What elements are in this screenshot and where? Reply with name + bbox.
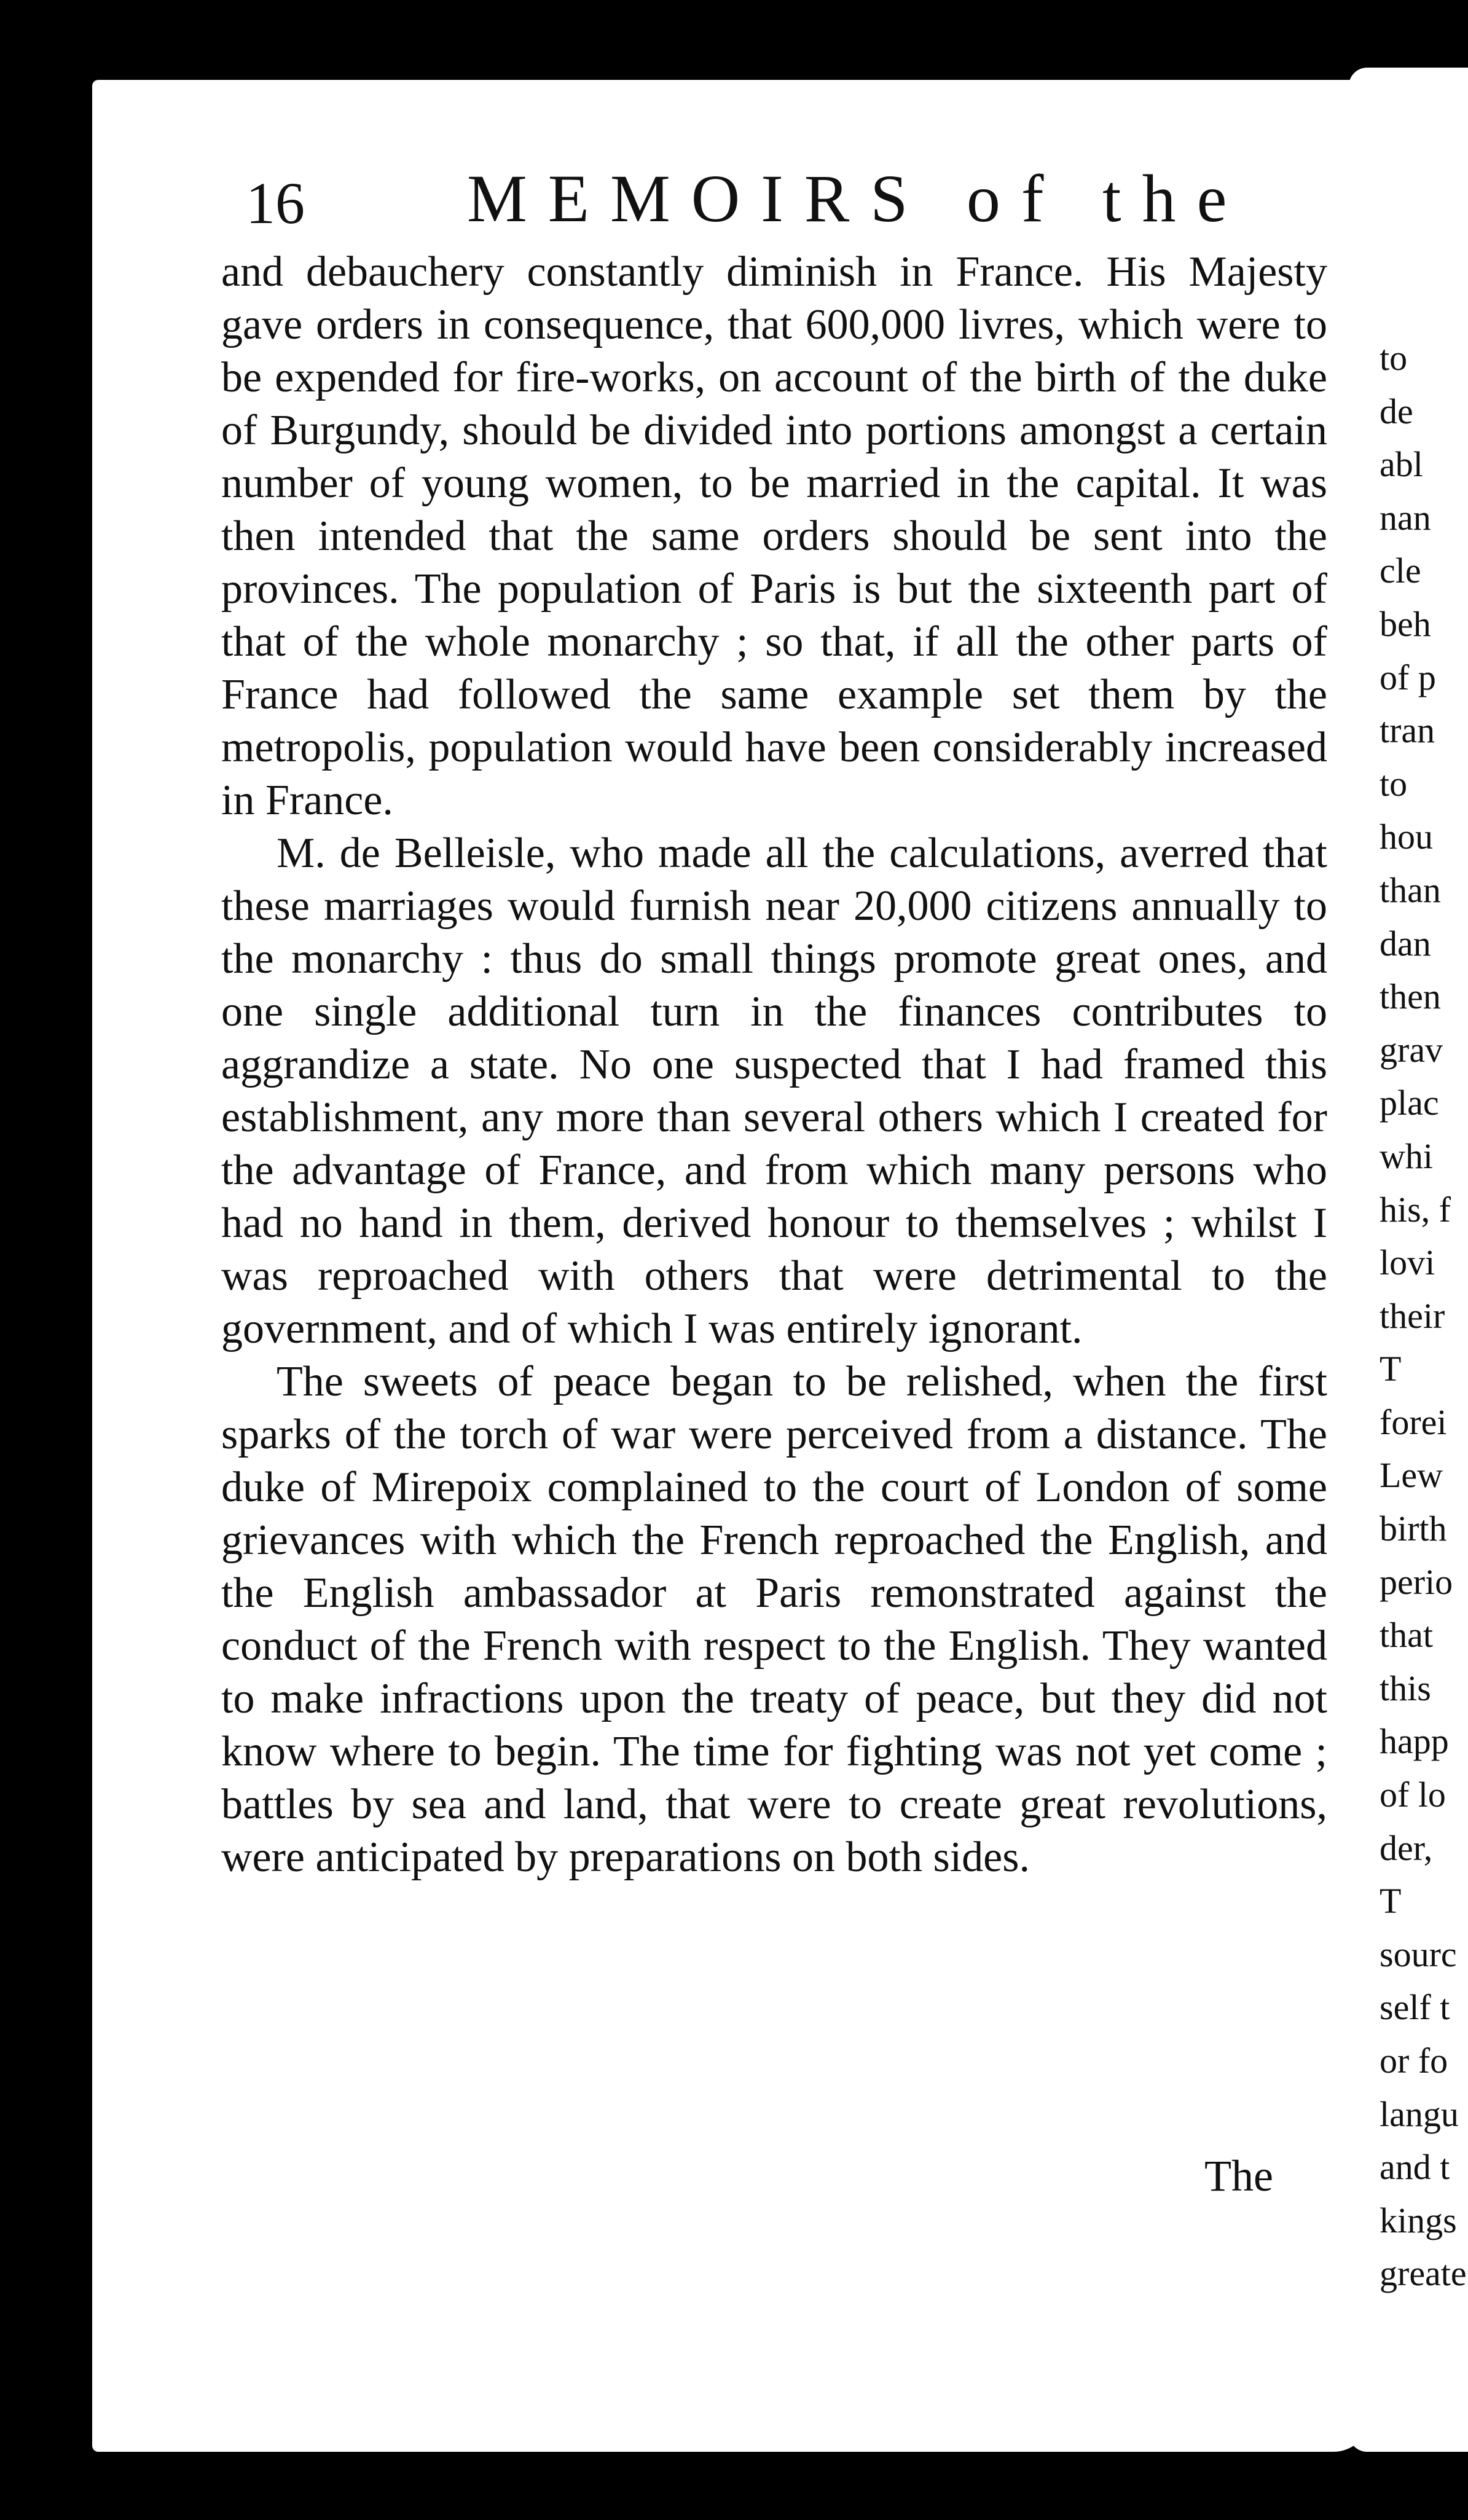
right-page-line: T (1380, 1349, 1402, 1389)
catchword: The (1204, 2151, 1273, 2200)
right-page-line: hou (1380, 817, 1433, 857)
paragraph: The sweets of peace began to be relished, when the first sparks of the torch of war were perceived from a distance. The duke of Mirepoix complained to the court of London of some grievances with which the French reproached the English, and the English ambassador at Paris remonstrated against the conduct of the French with respect to the English. They wanted to make infractions upon the treaty of peace, but they did not know where to begin. The time for fighting was not yet come ; battles by sea and land, that were to create great revolutions, were anticipated by preparations on both sides. (221, 1358, 1327, 1881)
paragraph: M. de Belleisle, who made all the calculations, averred that these marriages would furnish near 20,000 citizens annually to the monarchy : thus do small things promote great ones, and one single additional turn in the finances contributes to aggrandize a state. No one suspected that I had framed this establishment, any more than several others which I created for the advantage of France, and from which many persons who had no hand in them, derived honour to themselves ; whilst I was reproached with others that were detrimental to the government, and of which I was entirely ignorant. (221, 830, 1327, 1352)
right-page-line: than (1380, 869, 1441, 910)
right-page-line: kings (1380, 2200, 1457, 2240)
page-header (246, 160, 1290, 258)
right-page-line: greate (1380, 2253, 1467, 2294)
right-page-line: that (1380, 1615, 1433, 1655)
page-number: 16 (246, 170, 305, 236)
right-page-line: to (1380, 338, 1408, 378)
right-page-line: grav (1380, 1029, 1443, 1070)
right-page-line: of lo (1380, 1775, 1446, 1815)
right-page-line: this (1380, 1668, 1431, 1708)
right-page-line: langu (1380, 2094, 1459, 2134)
right-page-line: his, f (1380, 1189, 1451, 1230)
right-page-line: cle (1380, 551, 1421, 591)
right-page-line: whi (1380, 1136, 1433, 1176)
paragraph: and debauchery constantly diminish in France. His Majesty gave orders in consequence, that 600,000 livres, which were to be expended for fire-works, on account of the birth of the duke of Burgundy, should be divided into portions amongst a certain number of young women, to be married in the capital. It was then intended that the same orders should be sent into the provinces. The population of Paris is but the sixteenth part of that of the whole monarchy ; so that, if all the other parts of France had followed the same example set them by the metropolis, population would have been considerably increased in France. (221, 248, 1327, 824)
body-text (221, 246, 1327, 1884)
right-page-line: happ (1380, 1721, 1449, 1762)
right-page-line: sourc (1380, 1934, 1457, 1974)
right-page-line: their (1380, 1295, 1445, 1336)
right-page-line: tran (1380, 710, 1435, 751)
right-page-line: or fo (1380, 2041, 1448, 2081)
right-page-line: and t (1380, 2147, 1450, 2188)
right-page-text (1380, 332, 1468, 2301)
right-page-line: forei (1380, 1402, 1447, 1442)
right-page-line: T (1380, 1881, 1402, 1921)
right-page-line: beh (1380, 603, 1431, 644)
right-page-line: self t (1380, 1987, 1450, 2028)
right-page-line: lovi (1380, 1242, 1435, 1283)
right-page-line: of p (1380, 657, 1436, 697)
right-page-line: dan (1380, 923, 1431, 964)
right-page-line: Lew (1380, 1455, 1443, 1496)
right-page-line: plac (1380, 1083, 1439, 1123)
right-page-line: to (1380, 763, 1408, 804)
right-page-line: birth (1380, 1509, 1447, 1549)
right-page-line: der, (1380, 1827, 1433, 1868)
right-page-line: de (1380, 391, 1413, 431)
right-page-line: then (1380, 976, 1441, 1017)
right-page-line: abl (1380, 444, 1423, 485)
running-title: MEMOIRS of the (467, 161, 1248, 236)
right-page-line: nan (1380, 497, 1431, 538)
right-page-line: perio (1380, 1561, 1453, 1602)
